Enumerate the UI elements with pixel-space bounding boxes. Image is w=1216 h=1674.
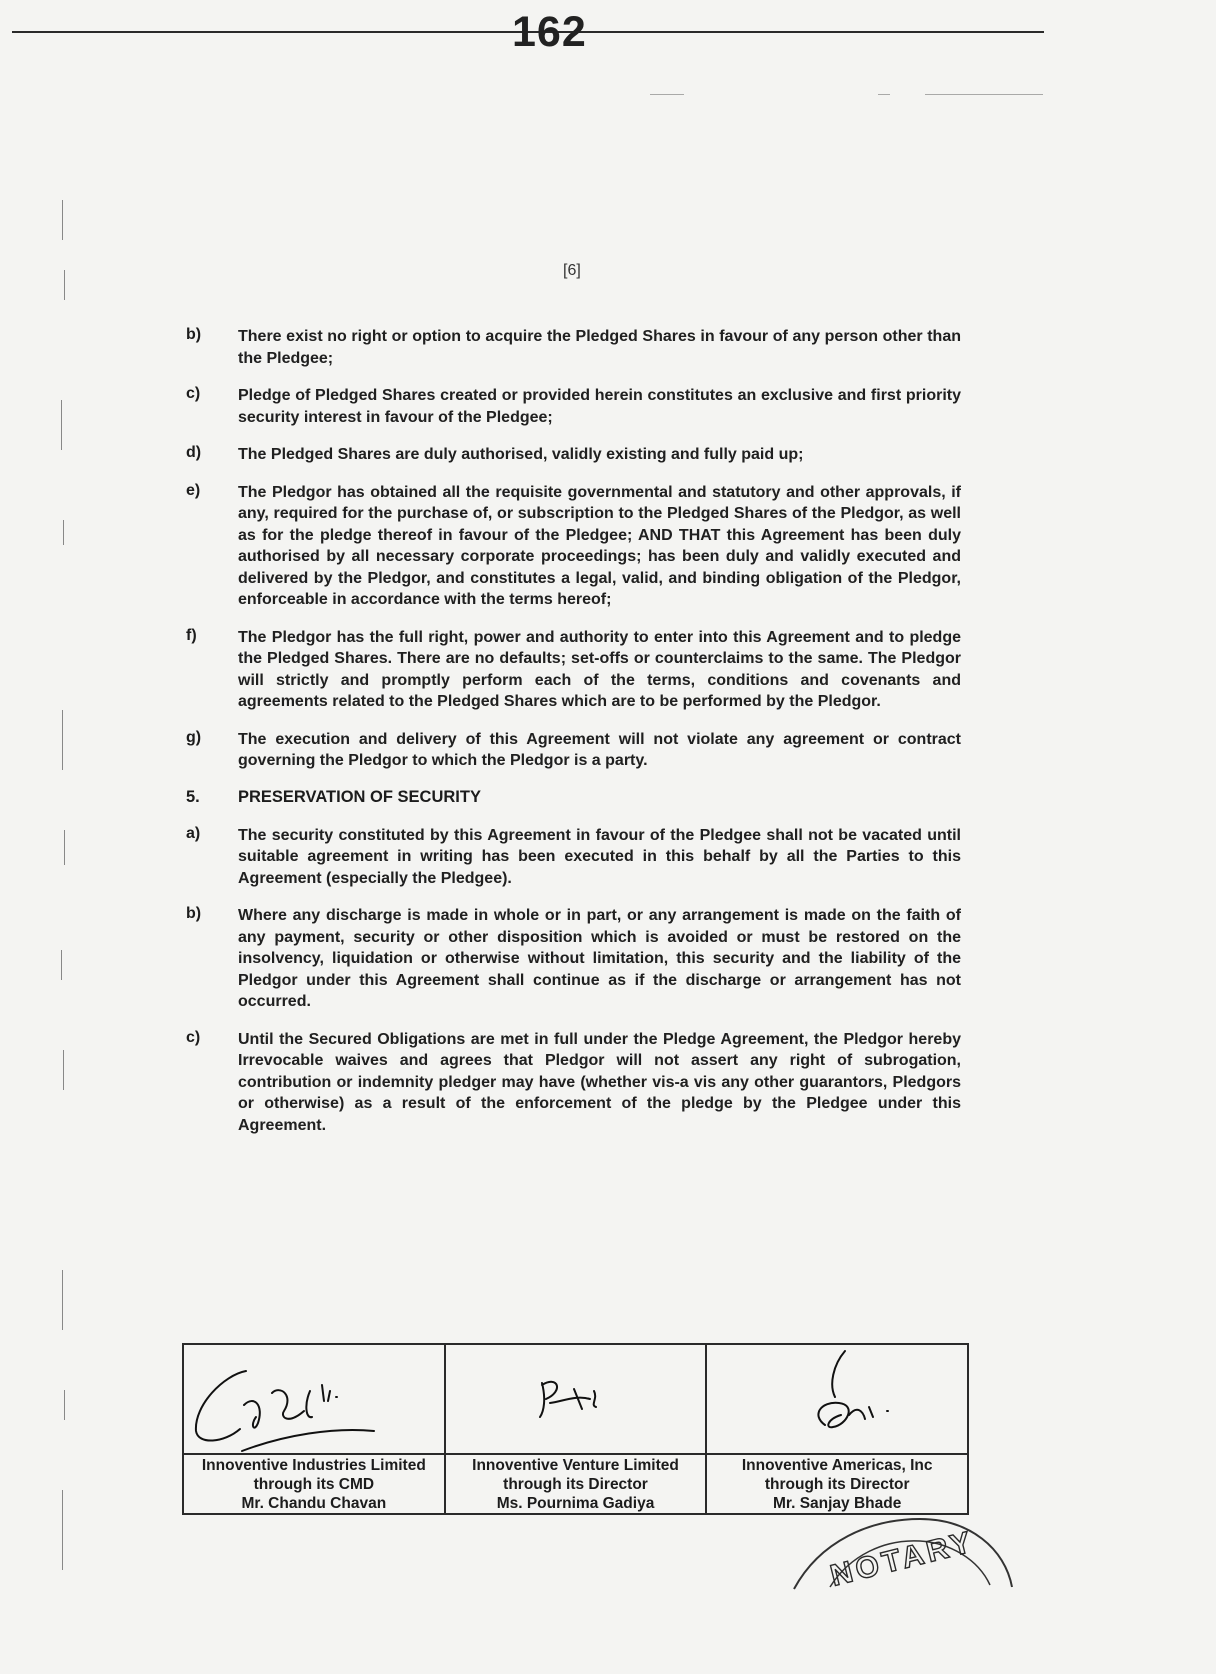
signatory-block [446, 1455, 706, 1513]
clause-e [186, 482, 961, 611]
clause-label: a) [186, 824, 201, 842]
clause-label: c) [186, 385, 201, 402]
clause-label: e) [186, 481, 201, 499]
clause-text: Where any discharge is made in whole or in part, or any arrangement is made on the faith of any payment, security or other disposition which is avoided or must be restored on the insolvency, liquidation or otherwise without limitation, this security and the liability of the Pledgor under this Agreement shall continue as if the discharge or arrangement has not occurred. [238, 907, 961, 1010]
scan-mark [878, 94, 890, 95]
notary-stamp [790, 1505, 1020, 1595]
clause-text: The security constituted by this Agreement in favour of the Pledgee shall not be vacated until suitable agreement in writing has been executed in this behalf by all the Parties to this Agreement (especially the Pledgee). [238, 826, 961, 887]
signatory-capacity: through its CMD [253, 1476, 375, 1493]
section-heading [186, 788, 961, 807]
scan-mark [925, 94, 1043, 95]
scan-mark [650, 94, 684, 95]
clause-c [186, 385, 961, 428]
signatory-person: Mr. Chandu Chavan [241, 1495, 387, 1512]
section-number: 5. [186, 787, 200, 806]
clause-g [186, 729, 961, 772]
clause-5b [186, 905, 961, 1013]
stamp-text: NOTARY [827, 1525, 979, 1593]
signatory-capacity: through its Director [764, 1476, 910, 1493]
clause-label: b) [186, 326, 202, 343]
clause-text: The Pledgor has the full right, power and authority to enter into this Agreement and to pledge the Pledged Shares. There are no defaults; set-offs or counterclaims to the same. The Pledgor will strictly and promptly perform each of the terms, conditions and covenants and agreements related to the Pledged Shares which are to be performed by the Pledgor. [238, 628, 961, 710]
signatory-company: Innoventive Americas, Inc [741, 1457, 933, 1474]
clause-text: Pledge of Pledged Shares created or provided herein constitutes an exclusive and first priority security interest in favour of the Pledgee; [238, 387, 961, 426]
signatory-capacity: through its Director [503, 1476, 648, 1493]
signature-cell-2 [446, 1345, 708, 1513]
signature-cell-1 [184, 1345, 446, 1513]
clause-label: g) [186, 728, 202, 746]
document-body [186, 326, 961, 1152]
clause-f [186, 627, 961, 713]
sub-page-number: [6] [563, 262, 581, 279]
signature-image [446, 1345, 706, 1455]
clause-text: The execution and delivery of this Agreement will not violate any agreement or contract governing the Pledgor to which the Pledgor is a party. [238, 730, 961, 769]
clause-text: The Pledgor has obtained all the requisite governmental and statutory and other approvals, if any, required for the purchase of, or subscription to the Pledged Shares of the Pledgor, as well as for the pledge thereof in favour of the Pledgee; AND THAT this Agreement has been duly authorised by all necessary corporate proceedings; has been duly and validly executed and delivered by the Pledgor, and constitutes a legal, valid, and binding obligation of the Pledgor, enforceable in accordance with the terms hereof; [238, 483, 961, 608]
signatory-block [184, 1455, 444, 1513]
signature-image [707, 1345, 967, 1455]
clause-list-1 [186, 326, 961, 772]
clause-label: c) [186, 1028, 201, 1046]
signature-cell-3 [707, 1345, 967, 1513]
signatory-person: Mr. Sanjay Bhade [773, 1495, 902, 1512]
clause-b [186, 326, 961, 369]
signatory-company: Innoventive Industries Limited [201, 1457, 426, 1474]
clause-list-2 [186, 825, 961, 1137]
signatory-company: Innoventive Venture Limited [472, 1457, 679, 1474]
signature-table [182, 1343, 969, 1515]
clause-label: d) [186, 444, 202, 461]
scan-edge-noise [58, 190, 70, 1580]
clause-5a [186, 825, 961, 890]
signature-image [184, 1345, 444, 1455]
page-number: 162 [512, 8, 587, 56]
section-title: PRESERVATION OF SECURITY [238, 787, 481, 806]
clause-label: f) [186, 626, 197, 644]
clause-text: There exist no right or option to acquire the Pledged Shares in favour of any person other than the Pledgee; [238, 328, 961, 367]
clause-d [186, 444, 961, 466]
clause-5c [186, 1029, 961, 1137]
clause-text: Until the Secured Obligations are met in full under the Pledge Agreement, the Pledgor hereby Irrevocable waives and agrees that Pledgor will not assert any right of subrogation, contribution or indemnity pledger may have (whether vis-a vis any other guarantors, Pledgors or otherwise) as a result of the enforcement of the pledge by the Pledgee under this Agreement. [238, 1030, 961, 1134]
clause-label: b) [186, 905, 202, 922]
signatory-person: Ms. Pournima Gadiya [496, 1495, 655, 1512]
clause-text: The Pledged Shares are duly authorised, validly existing and fully paid up; [238, 446, 804, 463]
